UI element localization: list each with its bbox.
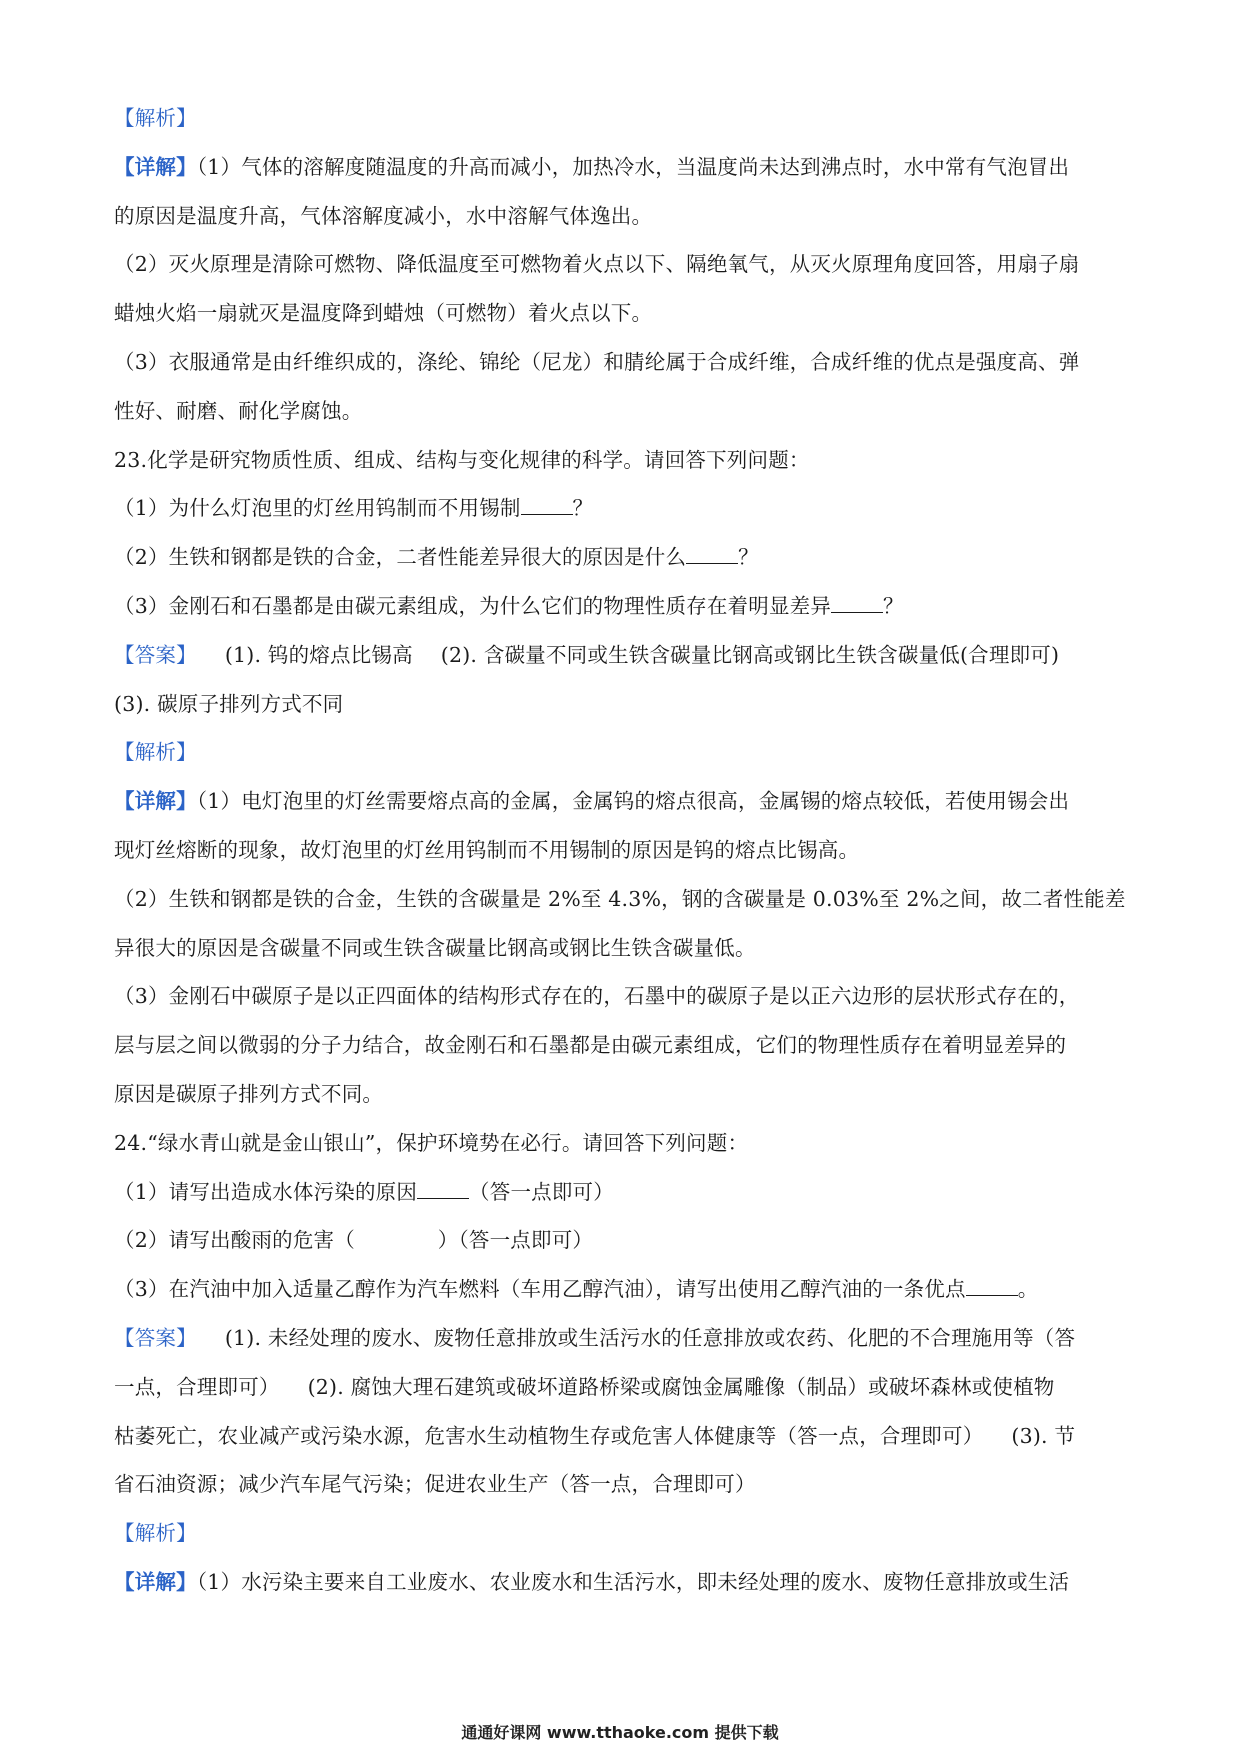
line-text: （1）请写出造成水体污染的原因 xyxy=(114,1179,418,1204)
line-text: ？ xyxy=(883,593,904,618)
text-line xyxy=(114,826,1130,875)
line-text: 原因是碳原子排列方式不同。 xyxy=(114,1081,384,1106)
section-tag: 【答案】 xyxy=(114,1325,197,1350)
line-text: （1）电灯泡里的灯丝需要熔点高的金属，金属钨的熔点很高，金属锡的熔点较低，若使用锡会出 xyxy=(196,789,1070,814)
text-line xyxy=(114,582,1130,631)
line-text: 现灯丝熔断的现象，故灯泡里的灯丝用钨制而不用锡制的原因是钨的熔点比锡高。 xyxy=(114,837,860,862)
text-line xyxy=(114,192,1130,241)
section-tag: 【解析】 xyxy=(114,1521,197,1546)
document-body xyxy=(114,94,1130,1607)
section-tag: 【详解】 xyxy=(114,789,197,814)
text-line xyxy=(114,631,1130,680)
text-line xyxy=(114,338,1130,387)
question-23 xyxy=(114,436,1130,485)
line-text: 24.“绿水青山就是金山银山”，保护环境势在必行。请回答下列问题： xyxy=(114,1130,749,1155)
line-text: 的原因是温度升高，气体溶解度减小，水中溶解气体逸出。 xyxy=(114,203,653,228)
text-line xyxy=(114,924,1130,973)
text-line xyxy=(114,875,1130,924)
line-text: (1). 未经处理的废水、废物任意排放或生活污水的任意排放或农药、化肥的不合理施用等（答 xyxy=(224,1325,1076,1350)
text-line xyxy=(114,728,1130,777)
answer-blank xyxy=(831,594,883,613)
line-text: （3）衣服通常是由纤维织成的，涤纶、锦纶（尼龙）和腈纶属于合成纤维，合成纤维的优点是强度高、弹 xyxy=(114,349,1080,374)
text-line xyxy=(114,680,1130,729)
text-line xyxy=(114,1168,1130,1217)
line-text: （2）请写出酸雨的危害（ ）（答一点即可） xyxy=(114,1228,594,1253)
text-line xyxy=(114,1021,1130,1070)
line-text: （1）气体的溶解度随温度的升高而减小，加热冷水，当温度尚未达到沸点时，水中常有气泡冒出 xyxy=(196,154,1070,179)
text-line xyxy=(114,1314,1130,1363)
line-text: (3). 节 xyxy=(1011,1423,1076,1448)
text-line xyxy=(114,1363,1130,1412)
line-text: （2）生铁和钢都是铁的合金，生铁的含碳量是 2%至 4.3%，钢的含碳量是 0.03%至 2%之间，故二者性能差 xyxy=(114,886,1126,911)
answer-blank xyxy=(966,1277,1018,1296)
text-line xyxy=(114,240,1130,289)
text-line xyxy=(114,143,1130,192)
text-line xyxy=(114,1216,1130,1265)
section-tag: 【答案】 xyxy=(114,642,197,667)
line-text: 层与层之间以微弱的分子力结合，故金刚石和石墨都是由碳元素组成，它们的物理性质存在着明显差异的 xyxy=(114,1033,1067,1058)
line-text: ？ xyxy=(738,545,759,570)
answer-blank xyxy=(417,1180,469,1199)
text-line xyxy=(114,94,1130,143)
line-text: ？ xyxy=(572,496,594,521)
text-line xyxy=(114,777,1130,826)
line-text: (2). 含碳量不同或生铁含碳量比钢高或钢比生铁含碳量低(合理即可) xyxy=(440,642,1060,667)
section-tag: 【详解】 xyxy=(114,1569,197,1594)
text-line xyxy=(114,289,1130,338)
page-footer: 通通好课网 www.tthaoke.com 提供下载 xyxy=(461,1723,779,1742)
answer-blank xyxy=(521,496,573,515)
text-line xyxy=(114,484,1130,533)
line-text: （3）金刚石和石墨都是由碳元素组成，为什么它们的物理性质存在着明显差异 xyxy=(114,593,832,618)
line-text: 蜡烛火焰一扇就灭是温度降到蜡烛（可燃物）着火点以下。 xyxy=(114,301,653,326)
text-line xyxy=(114,387,1130,436)
line-text: （3）金刚石中碳原子是以正四面体的结构形式存在的，石墨中的碳原子是以正六边形的层状形式存在的， xyxy=(114,984,1080,1009)
text-line xyxy=(114,1265,1130,1314)
line-text: （答一点即可） xyxy=(469,1179,614,1204)
line-text: 省石油资源；减少汽车尾气污染；促进农业生产（答一点，合理即可） xyxy=(114,1472,756,1497)
section-tag: 【解析】 xyxy=(114,106,197,130)
line-text: (3). 碳原子排列方式不同 xyxy=(114,691,344,716)
line-text: (2). 腐蚀大理石建筑或破坏道路桥梁或腐蚀金属雕像（制品）或破坏森林或使植物 xyxy=(307,1374,1055,1399)
line-text: 。 xyxy=(1017,1277,1039,1302)
answer-blank xyxy=(686,545,738,564)
text-line xyxy=(114,972,1130,1021)
line-text: 异很大的原因是含碳量不同或生铁含碳量比钢高或钢比生铁含碳量低。 xyxy=(114,935,756,960)
line-text: （2）生铁和钢都是铁的合金，二者性能差异很大的原因是什么 xyxy=(114,545,687,570)
line-text: 枯萎死亡，农业减产或污染水源，危害水生动植物生存或危害人体健康等（答一点，合理即可） xyxy=(114,1423,984,1448)
question-24 xyxy=(114,1119,1130,1168)
text-line xyxy=(114,1460,1130,1509)
text-line xyxy=(114,1412,1130,1461)
line-text: （3）在汽油中加入适量乙醇作为汽车燃料（车用乙醇汽油），请写出使用乙醇汽油的一条优点 xyxy=(114,1277,966,1302)
text-line xyxy=(114,1070,1130,1119)
line-text: （2）灭火原理是清除可燃物、降低温度至可燃物着火点以下、隔绝氧气，从灭火原理角度回答，用扇子扇 xyxy=(114,252,1080,277)
text-line xyxy=(114,1509,1130,1558)
line-text: （1）水污染主要来自工业废水、农业废水和生活污水，即未经处理的废水、废物任意排放或生活 xyxy=(196,1569,1070,1594)
line-text: 一点，合理即可） xyxy=(114,1374,280,1399)
section-tag: 【解析】 xyxy=(114,740,197,765)
text-line xyxy=(114,1558,1130,1607)
line-text: 性好、耐磨、耐化学腐蚀。 xyxy=(114,398,363,423)
line-text: （1）为什么灯泡里的灯丝用钨制而不用锡制 xyxy=(114,496,521,521)
line-text: 23.化学是研究物质性质、组成、结构与变化规律的科学。请回答下列问题： xyxy=(114,447,810,472)
section-tag: 【详解】 xyxy=(114,154,197,179)
text-line xyxy=(114,533,1130,582)
line-text: (1). 钨的熔点比锡高 xyxy=(224,642,413,667)
